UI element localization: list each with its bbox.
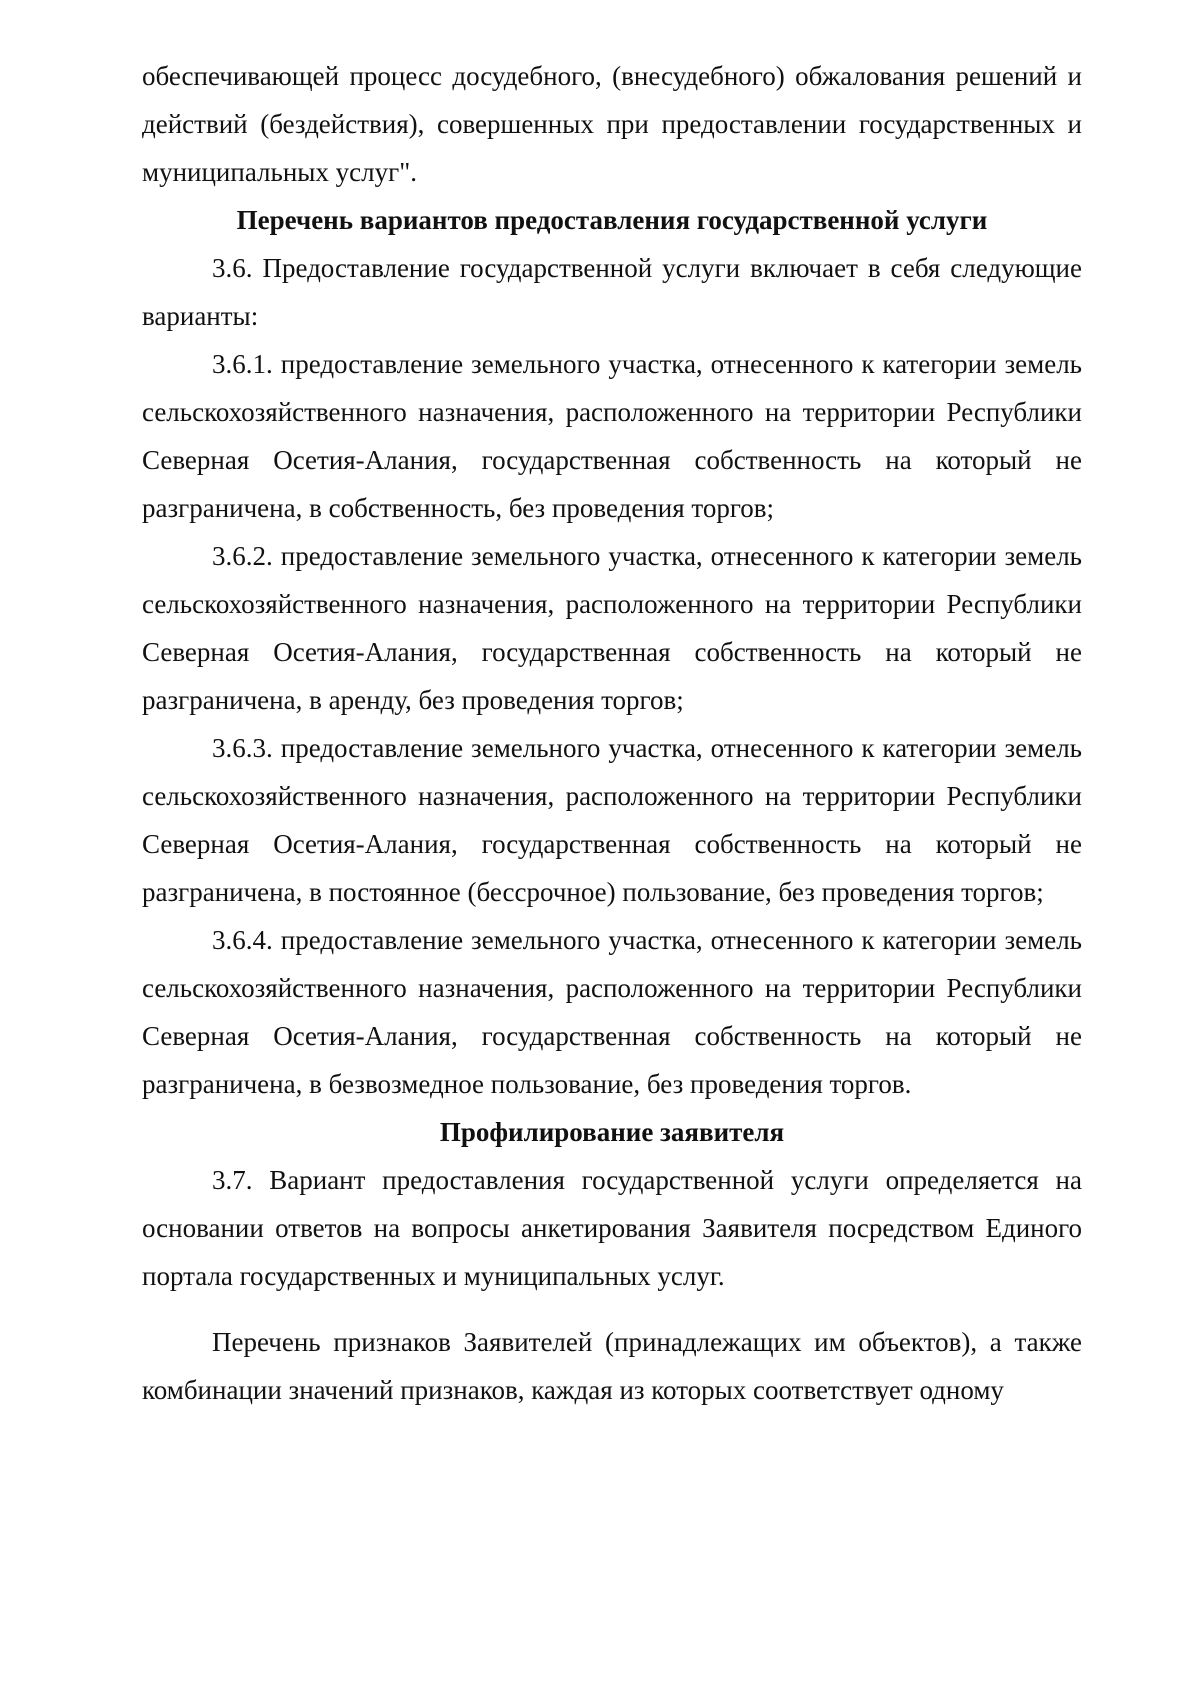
- paragraph-3-6: 3.6. Предоставление государственной услуги включает в себя следующие варианты:: [142, 253, 1082, 331]
- heading-applicant-profiling: Профилирование заявителя: [439, 1117, 785, 1147]
- paragraph-3-6-3: 3.6.3. предоставление земельного участка, отнесенного к категории земель сельскохозяйственного назначения, расположенного на территории Республики Северная Осетия-Алания, государственная собственность на который не разграничена, в постоянное (бессрочное) пользование, без проведения торгов;: [142, 733, 1082, 907]
- paragraph-applicant-features: Перечень признаков Заявителей (принадлежащих им объектов), а также комбинации значений признаков, каждая из которых соответствует одному: [142, 1327, 1082, 1405]
- paragraph-gap: [142, 1300, 1082, 1318]
- heading-service-variants: Перечень вариантов предоставления государственной услуги: [236, 205, 988, 235]
- paragraph-3-7: 3.7. Вариант предоставления государственной услуги определяется на основании ответов на вопросы анкетирования Заявителя посредством Единого портала государственных и муниципальных услуг.: [142, 1165, 1082, 1291]
- paragraph-3-6-4: 3.6.4. предоставление земельного участка, отнесенного к категории земель сельскохозяйственного назначения, расположенного на территории Республики Северная Осетия-Алания, государственная собственность на который не разграничена, в безвозмедное пользование, без проведения торгов.: [142, 925, 1082, 1099]
- paragraph-3-6-2: 3.6.2. предоставление земельного участка, отнесенного к категории земель сельскохозяйственного назначения, расположенного на территории Республики Северная Осетия-Алания, государственная собственность на который не разграничена, в аренду, без проведения торгов;: [142, 541, 1082, 715]
- paragraph-3-6-1: 3.6.1. предоставление земельного участка, отнесенного к категории земель сельскохозяйственного назначения, расположенного на территории Республики Северная Осетия-Алания, государственная собственность на который не разграничена, в собственность, без проведения торгов;: [142, 349, 1082, 523]
- document-body: [142, 52, 1082, 1414]
- intro-paragraph: обеспечивающей процесс досудебного, (внесудебного) обжалования решений и действий (бездействия), совершенных при предоставлении государственных и муниципальных услуг".: [142, 61, 1082, 187]
